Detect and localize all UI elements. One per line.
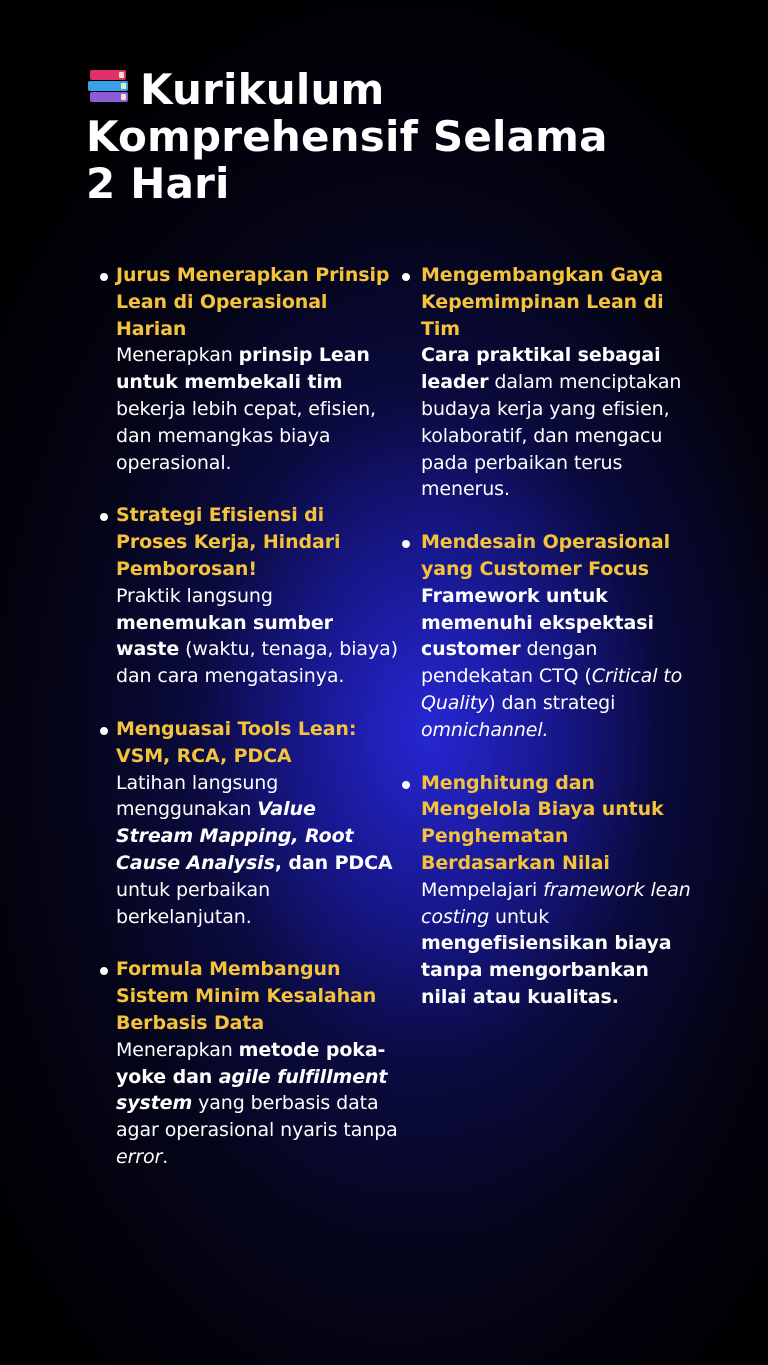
- item-title: Mendesain Operasional yang Customer Focus: [421, 531, 671, 580]
- description-text: menemukan sumber waste: [116, 611, 333, 661]
- item-description: [116, 342, 398, 476]
- item-title: Formula Membangun Sistem Minim Kesalahan Berbasis Data: [116, 958, 377, 1034]
- curriculum-item: [98, 956, 398, 1170]
- title-line-1: Kurikulum: [140, 65, 385, 114]
- curriculum-item: [98, 716, 398, 930]
- curriculum-item: [98, 262, 398, 476]
- item-description: [116, 770, 398, 931]
- description-text: omnichannel.: [421, 718, 549, 741]
- description-text: , dan: [274, 851, 335, 874]
- item-description: [421, 583, 698, 744]
- item-title: Menghitung dan Mengelola Biaya untuk Penghematan Berdasarkan Nilai: [421, 771, 664, 874]
- curriculum-item: [398, 770, 698, 1011]
- description-text: Value Stream Mapping, Root Cause Analysis: [116, 798, 354, 874]
- bullet-icon: [100, 273, 108, 281]
- bullet-icon: [402, 273, 410, 281]
- description-text: metode poka-yoke dan: [116, 1038, 386, 1088]
- description-text: untuk perbaikan berkelanjutan.: [116, 878, 271, 928]
- description-text: Menerapkan: [116, 1038, 239, 1061]
- description-text: dengan pendekatan CTQ (: [421, 638, 598, 688]
- item-title: Mengembangkan Gaya Kepemimpinan Lean di Tim: [421, 264, 664, 340]
- item-description: [421, 877, 698, 1011]
- description-text: untuk: [489, 905, 550, 928]
- item-description: [421, 342, 698, 503]
- bullet-icon: [100, 513, 108, 521]
- title-line-3: 2 Hari: [86, 159, 230, 208]
- curriculum-column-left: [98, 262, 398, 1197]
- bullet-icon: [100, 967, 108, 975]
- description-text: prinsip Lean untuk membekali tim: [116, 344, 370, 394]
- bullet-icon: [100, 727, 108, 735]
- curriculum-item: [98, 502, 398, 690]
- description-text: dalam menciptakan budaya kerja yang efisien, kolaboratif, dan mengacu pada perbaikan terus menerus.: [421, 371, 682, 501]
- description-text: Latihan langsung menggunakan: [116, 771, 279, 821]
- item-description: [116, 1037, 398, 1171]
- books-icon: [86, 66, 130, 110]
- page-title: [86, 66, 726, 207]
- description-text: Menerapkan: [116, 344, 239, 367]
- description-text: Mempelajari: [421, 878, 544, 901]
- description-text: Praktik langsung: [116, 584, 273, 607]
- description-text: agile fulfillment system: [116, 1065, 388, 1115]
- description-text: (waktu, tenaga, biaya) dan cara mengatasinya.: [116, 638, 398, 688]
- description-text: error: [116, 1145, 163, 1168]
- description-text: Framework untuk memenuhi ekspektasi customer: [421, 584, 654, 661]
- item-description: [116, 583, 398, 690]
- description-text: bekerja lebih cepat, efisien, dan memangkas biaya operasional.: [116, 397, 377, 474]
- curriculum-item: [398, 529, 698, 743]
- description-text: Critical to Quality: [421, 665, 683, 714]
- description-text: .: [162, 1145, 169, 1168]
- item-title: Menguasai Tools Lean: VSM, RCA, PDCA: [116, 717, 357, 767]
- item-title: Strategi Efisiensi di Proses Kerja, Hindari Pemborosan!: [116, 504, 341, 580]
- description-text: yang berbasis data agar operasional nyaris tanpa: [116, 1092, 398, 1142]
- description-text: Cara praktikal sebagai leader: [421, 344, 661, 394]
- curriculum-item: [398, 262, 698, 503]
- description-text: PDCA: [334, 851, 393, 874]
- bullet-icon: [402, 781, 410, 789]
- title-line-2: Komprehensif Selama: [86, 112, 608, 161]
- description-text: ) dan strategi: [488, 691, 616, 714]
- description-text: framework lean costing: [421, 878, 691, 928]
- bullet-icon: [402, 540, 410, 548]
- item-title: Jurus Menerapkan Prinsip Lean di Operasional Harian: [116, 264, 390, 340]
- curriculum-column-right: [398, 262, 698, 1037]
- description-text: mengefisiensikan biaya tanpa mengorbankan nilai atau kualitas.: [421, 932, 672, 1008]
